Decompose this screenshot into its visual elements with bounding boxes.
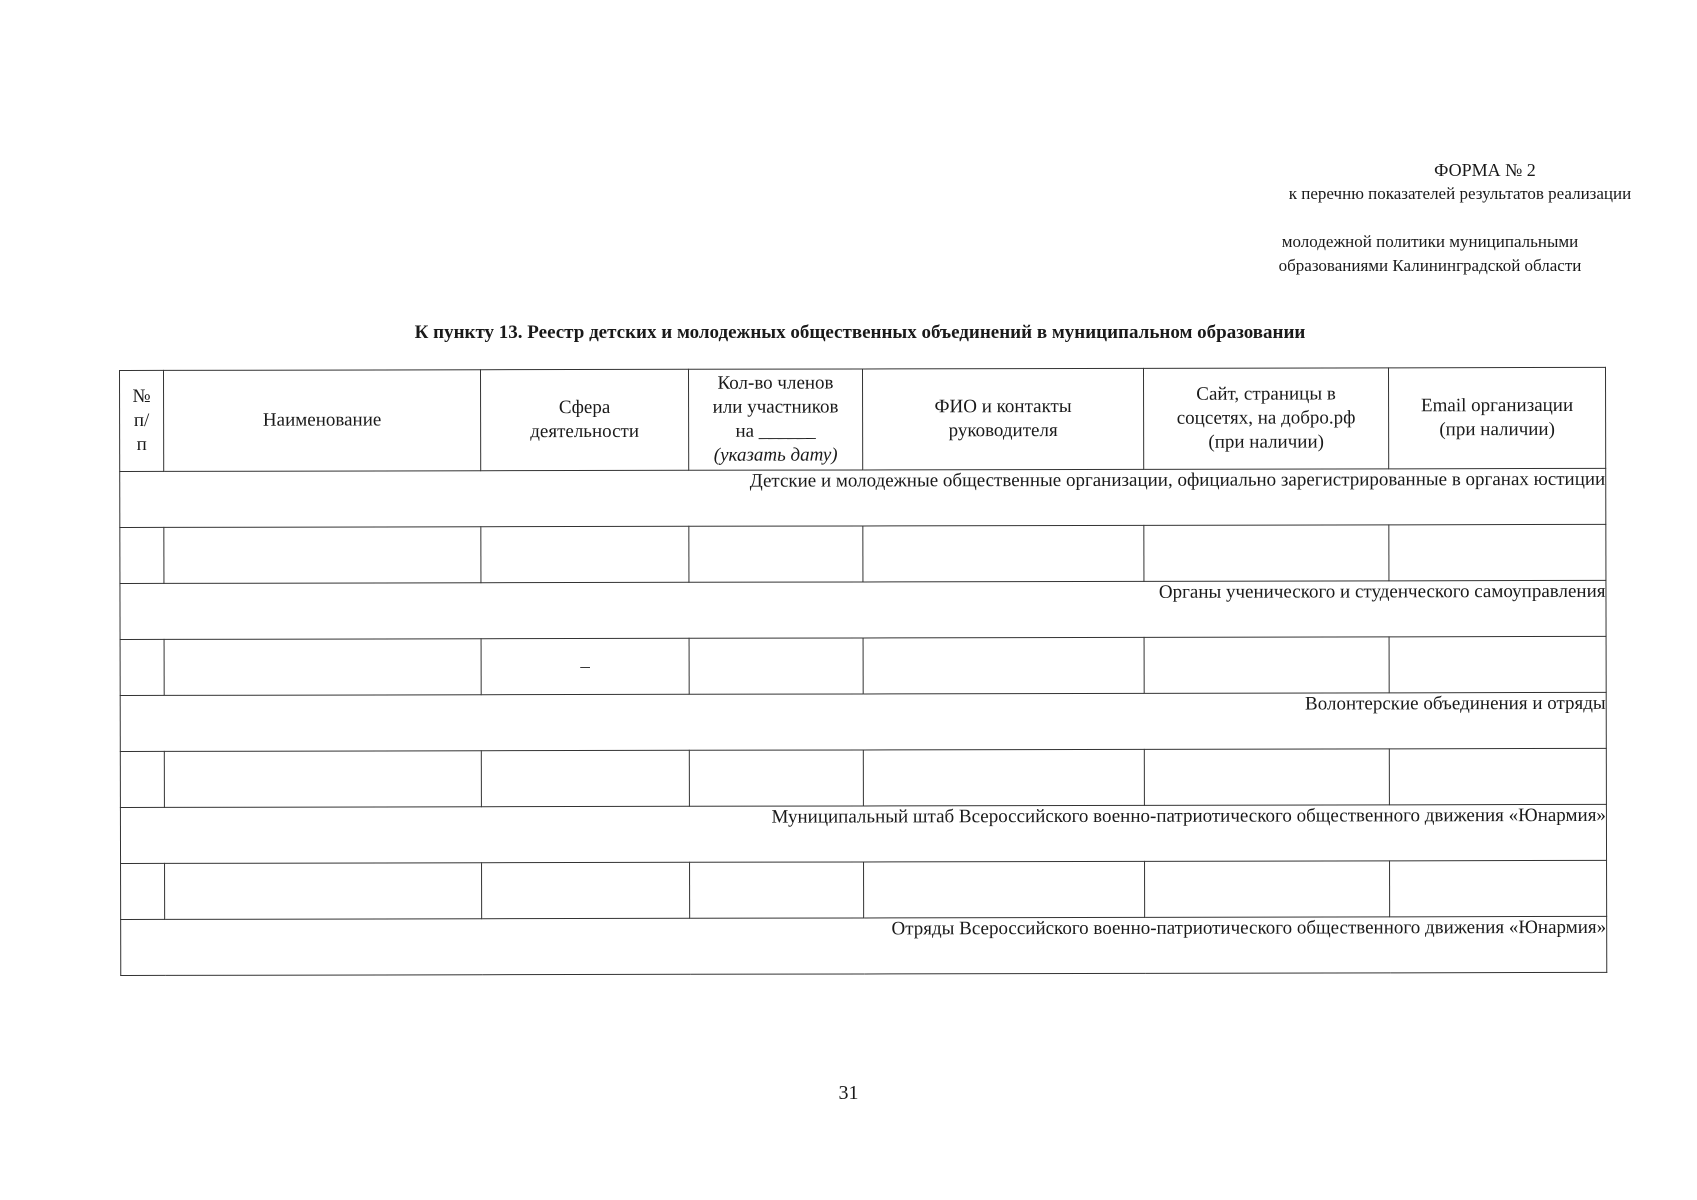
cell-website[interactable] — [1145, 861, 1390, 918]
cell-members[interactable] — [689, 638, 863, 694]
cell-number[interactable] — [121, 863, 165, 919]
section-row — [120, 692, 1606, 751]
header-number: № п/ п — [120, 370, 164, 471]
header-row — [120, 367, 1606, 471]
cell-email[interactable] — [1389, 636, 1606, 692]
header-members: Кол-во членов или участников на ______ (указать дату) — [688, 369, 862, 470]
form-header — [1180, 158, 1680, 278]
header-email: Email организации (при наличии) — [1388, 367, 1605, 468]
cell-sphere[interactable]: – — [481, 638, 689, 694]
cell-number[interactable] — [120, 527, 164, 583]
cell-members[interactable] — [690, 862, 864, 918]
form-header-line-2: молодежной политики муниципальными — [1281, 232, 1579, 251]
cell-members[interactable] — [689, 750, 863, 806]
section-title: Муниципальный штаб Всероссийского военно-патриотического общественного движения «Юнармия» — [120, 804, 1606, 863]
section-title: Органы ученического и студенческого самоуправления — [120, 580, 1606, 639]
table-row — [120, 636, 1606, 695]
section-row — [120, 468, 1606, 527]
table-row — [120, 524, 1606, 583]
header-website: Сайт, страницы в соцсетях, на добро.рф (при наличии) — [1143, 368, 1388, 470]
page-number: 31 — [838, 1082, 859, 1104]
cell-head-contacts[interactable] — [864, 861, 1145, 918]
cell-sphere[interactable] — [481, 526, 689, 582]
cell-number[interactable] — [120, 639, 164, 695]
cell-head-contacts[interactable] — [863, 749, 1144, 806]
cell-sphere[interactable] — [482, 862, 690, 918]
header-head-contacts: ФИО и контакты руководителя — [862, 368, 1143, 470]
document-title: К пункту 13. Реестр детских и молодежных общественных объединений в муниципальном образовании — [414, 322, 1306, 343]
cell-number[interactable] — [120, 751, 164, 807]
cell-email[interactable] — [1389, 524, 1606, 580]
table-row — [120, 748, 1606, 807]
form-header-line-3: образованиями Калининградской области — [1278, 256, 1582, 275]
section-title: Отряды Всероссийского военно-патриотического общественного движения «Юнармия» — [121, 916, 1607, 975]
cell-head-contacts[interactable] — [863, 637, 1144, 694]
section-title: Детские и молодежные общественные организации, официально зарегистрированные в органах юстиции — [120, 468, 1606, 527]
header-sphere: Сфера деятельности — [481, 369, 689, 470]
cell-name[interactable] — [164, 639, 481, 696]
cell-website[interactable] — [1144, 749, 1389, 806]
table-row — [121, 860, 1607, 919]
cell-email[interactable] — [1390, 860, 1607, 916]
cell-website[interactable] — [1144, 637, 1389, 694]
section-row — [120, 580, 1606, 639]
section-row — [121, 916, 1607, 975]
cell-email[interactable] — [1389, 748, 1606, 804]
cell-members[interactable] — [689, 526, 863, 582]
form-number: ФОРМА № 2 — [1434, 160, 1536, 180]
cell-head-contacts[interactable] — [863, 525, 1144, 582]
cell-name[interactable] — [165, 863, 482, 920]
cell-name[interactable] — [164, 751, 481, 808]
section-row — [120, 804, 1606, 863]
cell-name[interactable] — [164, 527, 481, 584]
section-title: Волонтерские объединения и отряды — [120, 692, 1606, 751]
registry-table — [119, 367, 1607, 976]
form-header-line-1: к перечню показателей результатов реализации — [1288, 184, 1632, 203]
header-name: Наименование — [164, 370, 481, 472]
cell-website[interactable] — [1144, 525, 1389, 582]
cell-sphere[interactable] — [481, 750, 689, 806]
